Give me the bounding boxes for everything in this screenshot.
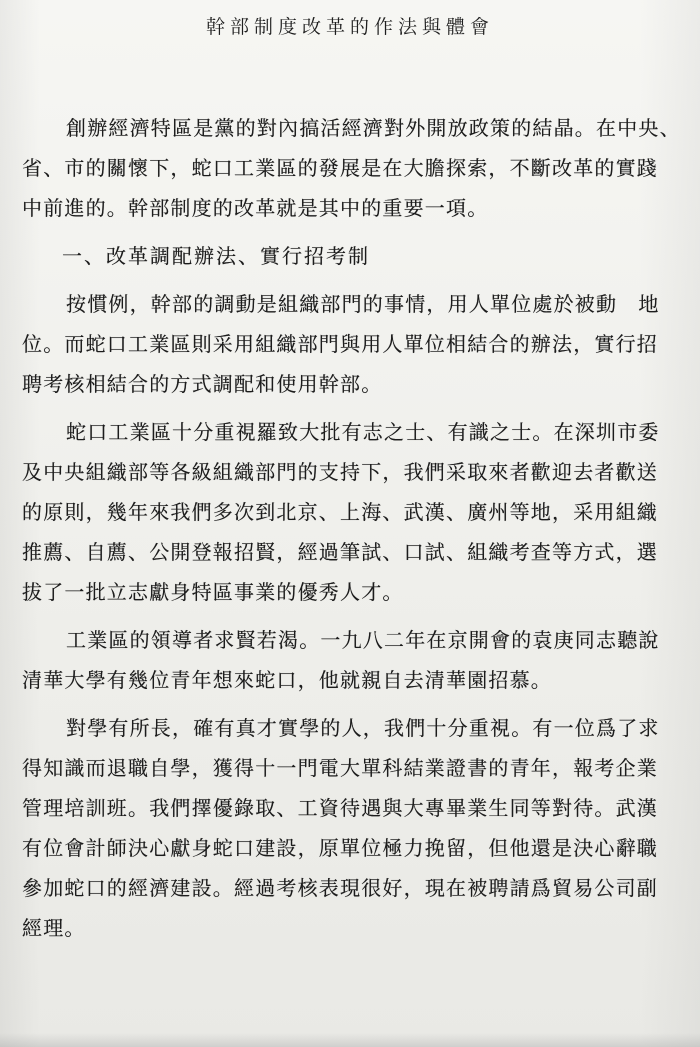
text-line: 經理。	[22, 916, 86, 940]
section-heading: 一、改革調配辦法、實行招考制	[62, 244, 370, 268]
text-line: 省、市的關懷下，蛇口工業區的發展是在大膽探索，不斷改革的實踐	[22, 156, 658, 180]
text-line: 位。而蛇口工業區則采用組織部門與用人單位相結合的辦法，實行招	[22, 332, 658, 356]
text-line: 按慣例，幹部的調動是組織部門的事情，用人單位處於被動 地	[66, 292, 660, 316]
text-line: 創辦經濟特區是黨的對內搞活經濟對外開放政策的結晶。在中央、	[66, 116, 681, 140]
text-line: 參加蛇口的經濟建設。經過考核表現很好，現在被聘請爲貿易公司副	[22, 876, 658, 900]
document-title: 幹部制度改革的作法與體會	[205, 16, 494, 38]
text-line: 清華大學有幾位青年想來蛇口，他就親自去清華園招慕。	[22, 668, 552, 692]
text-line: 蛇口工業區十分重視羅致大批有志之士、有識之士。在深圳市委	[66, 420, 660, 444]
text-line: 及中央組織部等各級組織部門的支持下，我們采取來者歡迎去者歡送	[22, 460, 658, 484]
text-line: 工業區的領導者求賢若渴。一九八二年在京開會的袁庚同志聽說	[66, 628, 660, 652]
text-line: 聘考核相結合的方式調配和使用幹部。	[22, 372, 383, 396]
text-line: 的原則，幾年來我們多次到北京、上海、武漢、廣州等地，采用組織	[22, 500, 658, 524]
text-line: 對學有所長，確有真才實學的人，我們十分重視。有一位爲了求	[66, 716, 660, 740]
document-body	[22, 108, 692, 948]
text-line: 中前進的。幹部制度的改革就是其中的重要一項。	[22, 196, 489, 220]
scan-bottom-edge	[0, 1033, 700, 1047]
text-line: 拔了一批立志獻身特區事業的優秀人才。	[22, 580, 404, 604]
text-line: 有位會計師決心獻身蛇口建設，原單位極力挽留，但他還是決心辭職	[22, 836, 658, 860]
text-line: 管理培訓班。我們擇優錄取、工資待遇與大專畢業生同等對待。武漢	[22, 796, 658, 820]
text-line: 推薦、自薦、公開登報招賢，經過筆試、口試、組織考查等方式，選	[22, 540, 658, 564]
text-line: 得知識而退職自學，獲得十一門電大單科結業證書的青年，報考企業	[22, 756, 658, 780]
